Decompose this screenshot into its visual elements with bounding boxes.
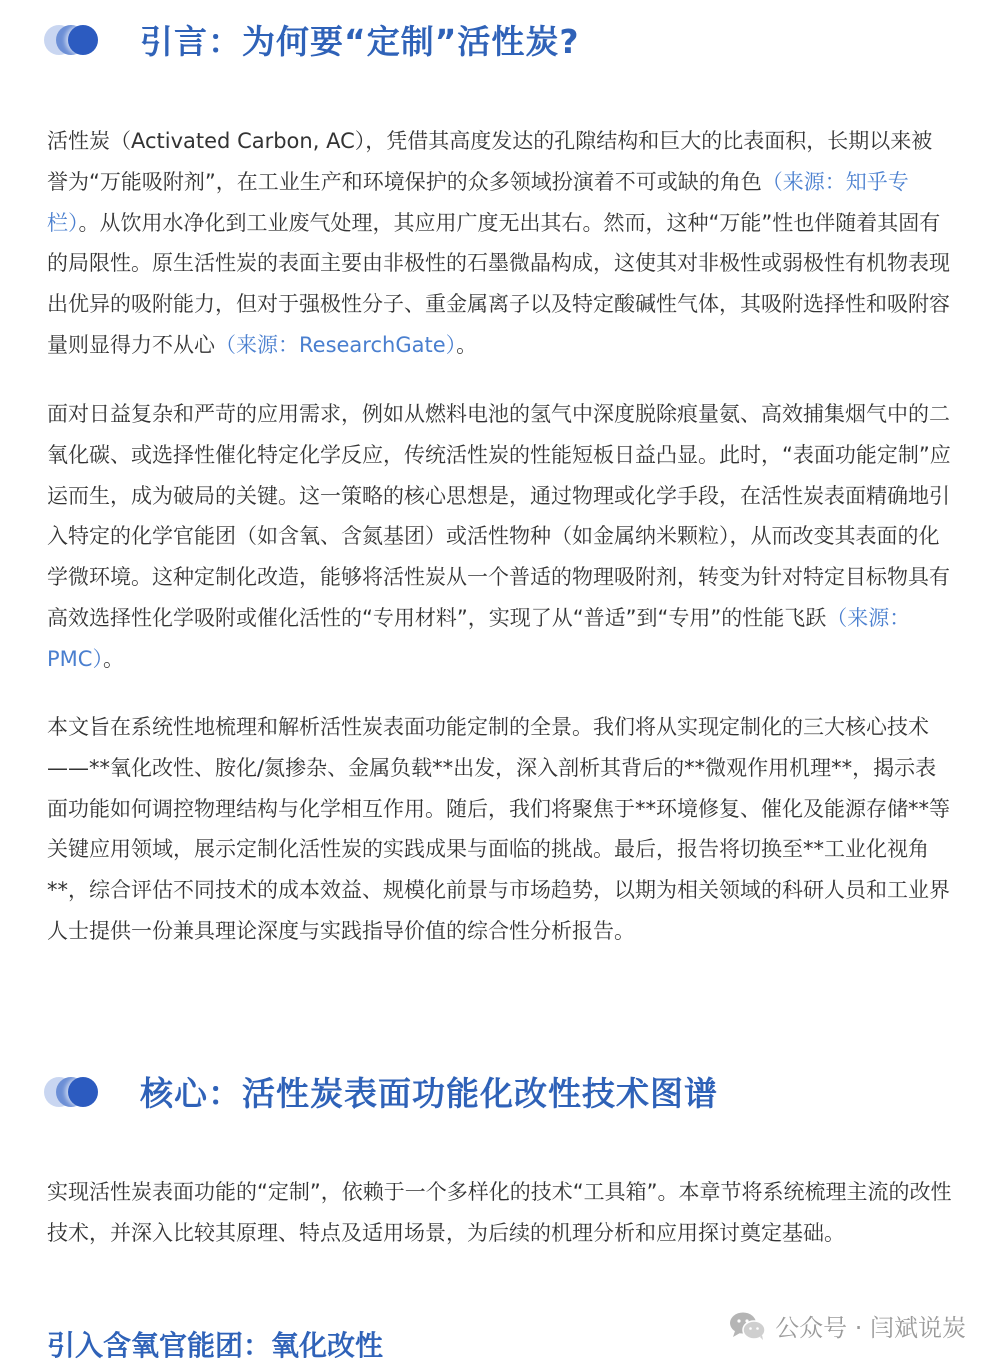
intro-paragraph-1	[47, 121, 952, 366]
watermark-label: 公众号 · 闫斌说炭	[775, 1314, 966, 1342]
intro-p1-text-c: 。	[456, 332, 478, 357]
section-bullet-icon	[44, 22, 100, 58]
source-link-researchgate[interactable]: （来源：ResearchGate）	[215, 332, 457, 357]
intro-p2-text-a: 面对日益复杂和严苛的应用需求，例如从燃料电池的氢气中深度脱除痕量氨、高效捕集烟气中的二氧化碳、或选择性催化特定化学反应，传统活性炭的性能短板日益凸显。此时，“表面功能定制”应运而生，成为破局的关键。这一策略的核心思想是，通过物理或化学手段，在活性炭表面精确地引入特定的化学官能团（如含氧、含氮基团）或活性物种（如金属纳米颗粒），从而改变其表面的化学微环境。这种定制化改造，能够将活性炭从一个普适的物理吸附剂，转变为针对特定目标物具有高效选择性化学吸附或催化活性的“专用材料”，实现了从“普适”到“专用”的性能飞跃	[47, 402, 951, 630]
section-title-intro: 引言：为何要“定制”活性炭?	[140, 22, 580, 61]
wechat-icon	[729, 1311, 767, 1341]
source-link-zhihu[interactable]: （来源：知乎专栏）	[47, 169, 909, 235]
section-bullet-icon	[44, 1074, 100, 1110]
intro-p1-text-b: 。从饮用水净化到工业废气处理，其应用广度无出其右。然而，这种“万能”性也伴随着其固有的局限性。原生活性炭的表面主要由非极性的石墨微晶构成，这使其对非极性或弱极性有机物表现出优异的吸附能力，但对于强极性分子、重金属离子以及特定酸碱性气体，其吸附选择性和吸附容量则显得力不从心	[47, 210, 950, 357]
intro-paragraph-3: 本文旨在系统性地梳理和解析活性炭表面功能定制的全景。我们将从实现定制化的三大核心技术——**氧化改性、胺化/氮掺杂、金属负载**出发，深入剖析其背后的**微观作用机理**，揭示表面功能如何调控物理结构与化学相互作用。随后，我们将聚焦于**环境修复、催化及能源存储**等关键应用领域，展示定制化活性炭的实践成果与面临的挑战。最后，报告将切换至**工业化视角**，综合评估不同技术的成本效益、规模化前景与市场趋势，以期为相关领域的科研人员和工业界人士提供一份兼具理论深度与实践指导价值的综合性分析报告。	[47, 715, 950, 943]
wechat-watermark	[729, 1308, 966, 1343]
core-paragraph-1: 实现活性炭表面功能的“定制”，依赖于一个多样化的技术“工具箱”。本章节将系统梳理主流的改性技术，并深入比较其原理、特点及适用场景，为后续的机理分析和应用探讨奠定基础。	[47, 1180, 952, 1245]
subsection-title-oxidation: 引入含氧官能团：氧化改性	[47, 1329, 384, 1362]
intro-p2-text-c: 。	[102, 646, 124, 671]
section-heading-intro	[44, 16, 580, 63]
section-title-core: 核心：活性炭表面功能化改性技术图谱	[140, 1074, 718, 1113]
source-link-pmc[interactable]: （来源：PMC）	[47, 605, 911, 671]
intro-p1-text-a: 活性炭（Activated Carbon, AC），凭借其高度发达的孔隙结构和巨大的比表面积，长期以来被誉为“万能吸附剂”，在工业生产和环境保护的众多领域扮演着不可或缺的角色	[47, 129, 933, 194]
section-heading-core	[44, 1068, 718, 1115]
intro-paragraph-2	[47, 394, 952, 680]
